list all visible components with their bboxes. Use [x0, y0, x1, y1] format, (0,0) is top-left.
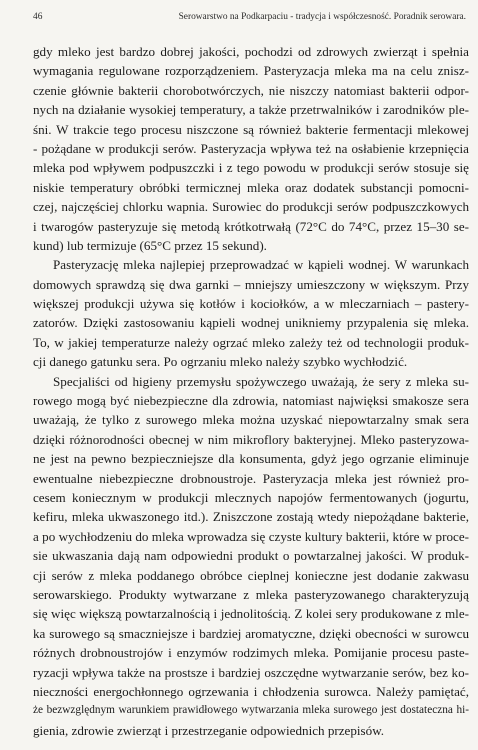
text-line: różnych drobnoustrojów i enzymów rodzimych mleka. Pomijanie procesu paste-	[33, 645, 469, 661]
text-line: Pasteryzację mleka najlepiej przeprowadzać w kąpieli wodnej. W warunkach	[53, 257, 469, 273]
running-header	[33, 10, 466, 24]
paragraph	[33, 42, 469, 255]
text-line: ne jest na pewno bezpieczniejsze dla konsumenta, gdyż jego ogrzanie eliminuje	[33, 451, 469, 467]
text-line: mleka pod wpływem podpuszczki i z tego powodu w produkcji serów stosuje się	[33, 160, 469, 176]
text-line: Specjaliści od higieny przemysłu spożywczego uważają, że sery z mleka su-	[53, 373, 469, 389]
text-line: uważają, że tylko z surowego mleka można uzyskać niepowtarzalny smak sera	[33, 412, 469, 428]
text-line: kund) lub termizuje (65°C przez 15 sekund).	[33, 237, 267, 253]
text-line: cji serów z mleka poddanego obróbce cieplnej konieczne jest dodanie zakwasu	[33, 567, 469, 583]
text-line: się więc większą powtarzalnością i jednolitością. Z kolei sery produkowane z mle-	[33, 606, 469, 622]
text-line: sie ukwaszania dają nam odpowiedni produkt o powtarzalnej jakości. W produk-	[33, 548, 469, 564]
text-line: że bezwzględnym warunkiem prawidłowego wytwarzania mleka surowego jest dostateczna hi-	[33, 704, 469, 717]
text-line: - pożądane w produkcji serów. Pasteryzacja wpływa też na osłabienie krzepnięcia	[33, 140, 469, 156]
text-line: czej, najczęściej chlorku wapnia. Surowiec do produkcji serów podpuszczkowych	[33, 199, 469, 215]
text-line: ryzacji wpływa także na prostsze i bardziej oszczędne wytwarzanie serów, bez ko-	[33, 664, 469, 680]
text-line: gienia, zdrowie zwierząt i przestrzeganie odpowiednich przepisów.	[33, 722, 385, 738]
text-line: zatorów. Dzięki zastosowaniu kąpieli wodnej unikniemy przypalenia się mleka.	[33, 315, 469, 331]
body-text	[33, 42, 469, 740]
text-line: niskie temperatury obróbki termicznej mleka oraz dodatek substancji pomocni-	[33, 179, 469, 195]
text-line: nych na działanie wysokiej temperatury, a także przetrwalników i zarodników ple-	[33, 102, 469, 118]
text-line: czenie głównie bakterii chorobotwórczych, nie niszczy natomiast bakterii odpor-	[33, 82, 469, 98]
paragraph	[33, 372, 469, 740]
text-line: To, w jakiej temperaturze należy ogrzać mleko zależy też od technologii produk-	[33, 334, 469, 350]
text-line: serowarskiego. Produkty wytwarzane z mleka pasteryzowanego charakteryzują	[33, 586, 469, 602]
text-line: domowych sprawdzą się dwa garnki – mniejszy umieszczony w większym. Przy	[33, 276, 469, 292]
text-line: większej produkcji używa się kotłów i kociołków, a w mleczarniach – pastery-	[33, 296, 469, 312]
text-line: kefiru, mleka ukwaszonego itd.). Zniszczone zostają wtedy niepożądane bakterie,	[33, 509, 469, 525]
text-line: nieczności energochłonnego ogrzewania i chłodzenia surowca. Należy pamiętać,	[33, 683, 469, 699]
text-line: ewentualne niebezpieczne drobnoustroje. Pasteryzacja mleka jest również pro-	[33, 470, 469, 486]
text-line: gdy mleko jest bardzo dobrej jakości, pochodzi od zdrowych zwierząt i spełnia	[33, 44, 469, 59]
text-line: cji danego gatunku sera. Po ogrzaniu mleko należy szybko wychłodzić.	[33, 354, 408, 370]
text-line: dzięki różnorodności obecnej w nim mikroflory bakteryjnej. Mleko pasteryzowa-	[33, 431, 469, 447]
text-line: a po wychłodzeniu do mleka wprowadza się czyste kultury bakterii, które w proce-	[33, 528, 469, 544]
text-line: ka surowego są smaczniejsze i bardziej aromatyczne, dzięki obecności w surowcu	[33, 625, 469, 641]
text-line: cesem koniecznym w produkcji mlecznych napojów fermentowanych (jogurtu,	[33, 489, 469, 505]
page-number: 46	[33, 12, 43, 22]
text-line: rowego mogą być niebezpieczne dla zdrowia, natomiast najwięksi smakosze sera	[33, 393, 469, 409]
paragraph	[33, 255, 469, 371]
running-header-title: Serowarstwo na Podkarpaciu - tradycja i współczesność. Poradnik serowara.	[178, 12, 466, 22]
text-line: śni. W trakcie tego procesu niszczone są również bakterie fermentacji mlekowej	[33, 121, 469, 137]
text-line: wymagania regulowane rozporządzeniem. Pasteryzacja mleka ma na celu znisz-	[33, 63, 469, 79]
text-line: i twarogów pasteryzuje się metodą krótkotrwałą (72°C do 74°C, przez 15–30 se-	[33, 218, 469, 234]
